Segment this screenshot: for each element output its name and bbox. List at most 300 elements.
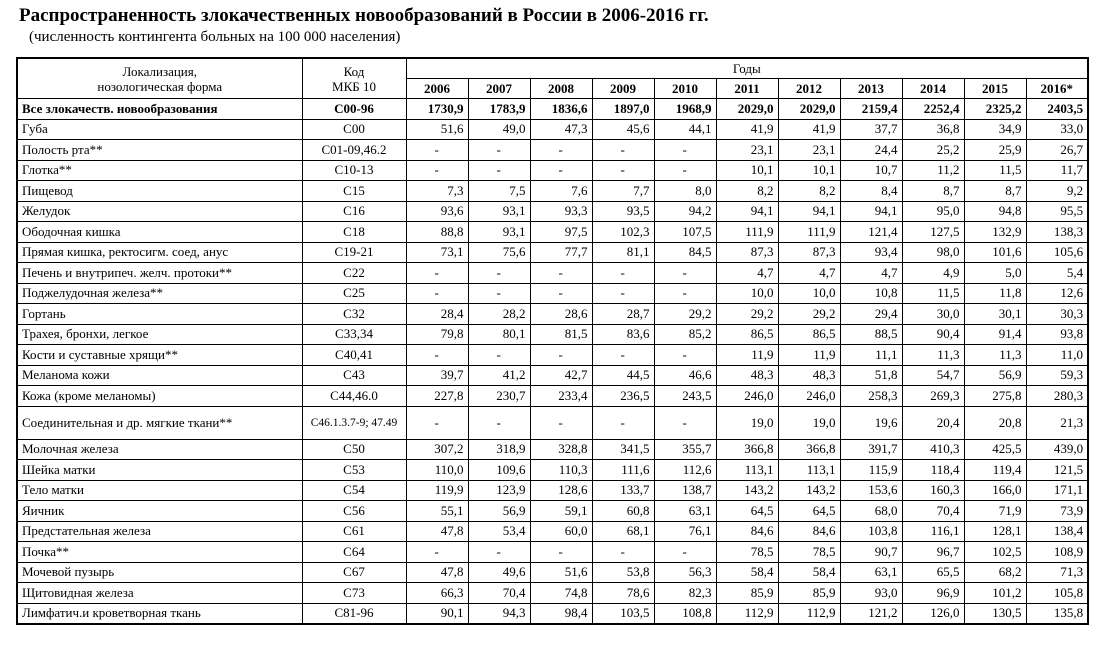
value-cell: 2252,4 (902, 99, 964, 120)
value-cell: 71,3 (1026, 562, 1088, 583)
code-header-line2: МКБ 10 (332, 78, 376, 94)
value-cell: 439,0 (1026, 439, 1088, 460)
row-code-cell: C01-09,46.2 (302, 140, 406, 161)
value-cell: 8,7 (964, 181, 1026, 202)
value-cell: 166,0 (964, 480, 1026, 501)
value-cell: - (406, 160, 468, 181)
value-cell: - (592, 283, 654, 304)
value-cell: - (468, 406, 530, 439)
value-cell: 318,9 (468, 439, 530, 460)
value-cell: 84,6 (778, 521, 840, 542)
value-cell: 107,5 (654, 222, 716, 243)
value-cell: 1836,6 (530, 99, 592, 120)
value-cell: - (530, 160, 592, 181)
row-name-cell: Желудок (17, 201, 302, 222)
row-code-cell: C18 (302, 222, 406, 243)
value-cell: 105,8 (1026, 583, 1088, 604)
row-name-cell: Мочевой пузырь (17, 562, 302, 583)
value-cell: 275,8 (964, 386, 1026, 407)
row-code-cell: C61 (302, 521, 406, 542)
value-cell: 96,7 (902, 542, 964, 563)
table-row (17, 304, 1088, 325)
value-cell: 88,5 (840, 324, 902, 345)
value-cell: - (406, 406, 468, 439)
value-cell: - (406, 263, 468, 284)
value-cell: 133,7 (592, 480, 654, 501)
value-cell: - (406, 283, 468, 304)
row-name-cell: Кожа (кроме меланомы) (17, 386, 302, 407)
value-cell: 79,8 (406, 324, 468, 345)
value-cell: 121,2 (840, 603, 902, 624)
value-cell: 127,5 (902, 222, 964, 243)
year-header-cell: 2009 (592, 79, 654, 99)
value-cell: - (654, 160, 716, 181)
row-name-cell: Печень и внутрипеч. желч. протоки** (17, 263, 302, 284)
table-row (17, 480, 1088, 501)
value-cell: - (654, 406, 716, 439)
value-cell: - (406, 140, 468, 161)
value-cell: 73,1 (406, 242, 468, 263)
value-cell: 47,8 (406, 521, 468, 542)
value-cell: 47,8 (406, 562, 468, 583)
value-cell: 28,7 (592, 304, 654, 325)
value-cell: 70,4 (468, 583, 530, 604)
value-cell: 341,5 (592, 439, 654, 460)
table-row (17, 324, 1088, 345)
value-cell: 19,6 (840, 406, 902, 439)
row-code-cell (302, 406, 406, 439)
value-cell: 94,1 (840, 201, 902, 222)
value-cell: 115,9 (840, 460, 902, 481)
value-cell: 8,2 (716, 181, 778, 202)
value-cell: 119,4 (964, 460, 1026, 481)
value-cell: 42,7 (530, 365, 592, 386)
value-cell: 85,9 (778, 583, 840, 604)
value-cell: 90,1 (406, 603, 468, 624)
value-cell: 93,1 (468, 201, 530, 222)
year-header-cell: 2010 (654, 79, 716, 99)
value-cell: - (592, 160, 654, 181)
row-code-cell: C81-96 (302, 603, 406, 624)
value-cell: 78,5 (716, 542, 778, 563)
value-cell: 94,1 (778, 201, 840, 222)
value-cell: 95,5 (1026, 201, 1088, 222)
value-cell: 121,5 (1026, 460, 1088, 481)
value-cell: 7,6 (530, 181, 592, 202)
value-cell: 94,2 (654, 201, 716, 222)
table-body (17, 99, 1088, 625)
row-name-cell: Гортань (17, 304, 302, 325)
value-cell: 8,2 (778, 181, 840, 202)
value-cell: 11,9 (716, 345, 778, 366)
value-cell: 366,8 (716, 439, 778, 460)
value-cell: - (468, 542, 530, 563)
value-cell: 80,1 (468, 324, 530, 345)
value-cell: 10,0 (716, 283, 778, 304)
value-cell: 2325,2 (964, 99, 1026, 120)
value-cell: 48,3 (716, 365, 778, 386)
value-cell: 47,3 (530, 119, 592, 140)
row-name-cell: Глотка** (17, 160, 302, 181)
value-cell: 20,4 (902, 406, 964, 439)
value-cell: 280,3 (1026, 386, 1088, 407)
value-cell: 4,7 (840, 263, 902, 284)
value-cell: 48,3 (778, 365, 840, 386)
value-cell: - (468, 263, 530, 284)
value-cell: 28,2 (468, 304, 530, 325)
row-code-cell: C10-13 (302, 160, 406, 181)
year-header-cell: 2006 (406, 79, 468, 99)
row-code-cell: C67 (302, 562, 406, 583)
value-cell: 5,0 (964, 263, 1026, 284)
value-cell: 95,0 (902, 201, 964, 222)
table-header (17, 58, 1088, 99)
value-cell: 28,4 (406, 304, 468, 325)
table-row (17, 140, 1088, 161)
row-name-cell: Губа (17, 119, 302, 140)
value-cell: 135,8 (1026, 603, 1088, 624)
value-cell: 102,5 (964, 542, 1026, 563)
row-code-cell: C22 (302, 263, 406, 284)
value-cell: 68,2 (964, 562, 1026, 583)
year-header-cell: 2015 (964, 79, 1026, 99)
value-cell: 128,6 (530, 480, 592, 501)
value-cell: 243,5 (654, 386, 716, 407)
value-cell: 4,9 (902, 263, 964, 284)
value-cell: 110,0 (406, 460, 468, 481)
value-cell: 25,9 (964, 140, 1026, 161)
value-cell: 93,5 (592, 201, 654, 222)
row-code-cell: C16 (302, 201, 406, 222)
value-cell: 21,3 (1026, 406, 1088, 439)
table-row (17, 439, 1088, 460)
value-cell: 63,1 (840, 562, 902, 583)
value-cell: - (530, 263, 592, 284)
row-name-cell: Кости и суставные хрящи** (17, 345, 302, 366)
value-cell: - (654, 542, 716, 563)
row-code-cell: C56 (302, 501, 406, 522)
value-cell: 230,7 (468, 386, 530, 407)
value-cell: 30,3 (1026, 304, 1088, 325)
value-cell: 19,0 (778, 406, 840, 439)
value-cell: 34,9 (964, 119, 1026, 140)
value-cell: - (592, 140, 654, 161)
value-cell: - (530, 406, 592, 439)
value-cell: 138,7 (654, 480, 716, 501)
table-row (17, 603, 1088, 624)
code-header-line1: Код (343, 63, 365, 79)
value-cell: - (468, 160, 530, 181)
row-name-cell: Пищевод (17, 181, 302, 202)
value-cell: 58,4 (778, 562, 840, 583)
value-cell: 11,7 (1026, 160, 1088, 181)
value-cell: - (592, 263, 654, 284)
value-cell: 246,0 (778, 386, 840, 407)
value-cell: 108,9 (1026, 542, 1088, 563)
value-cell: 60,0 (530, 521, 592, 542)
value-cell: 29,2 (778, 304, 840, 325)
row-code-cell: C19-21 (302, 242, 406, 263)
row-name-cell: Трахея, бронхи, легкое (17, 324, 302, 345)
value-cell: 1897,0 (592, 99, 654, 120)
value-cell: 60,8 (592, 501, 654, 522)
table-row-total (17, 99, 1088, 120)
row-code-cell: C64 (302, 542, 406, 563)
value-cell: 53,8 (592, 562, 654, 583)
value-cell: 41,9 (716, 119, 778, 140)
row-name-cell: Почка** (17, 542, 302, 563)
value-cell: 91,4 (964, 324, 1026, 345)
localization-header (17, 58, 302, 99)
value-cell: 39,7 (406, 365, 468, 386)
value-cell: 41,9 (778, 119, 840, 140)
row-name-cell: Молочная железа (17, 439, 302, 460)
value-cell: 11,9 (778, 345, 840, 366)
value-cell: 33,0 (1026, 119, 1088, 140)
value-cell: 51,8 (840, 365, 902, 386)
table-row (17, 345, 1088, 366)
value-cell: 123,9 (468, 480, 530, 501)
value-cell: 29,2 (654, 304, 716, 325)
value-cell: 236,5 (592, 386, 654, 407)
value-cell: 10,8 (840, 283, 902, 304)
value-cell: 59,3 (1026, 365, 1088, 386)
value-cell: 81,5 (530, 324, 592, 345)
value-cell: 78,5 (778, 542, 840, 563)
value-cell: 7,5 (468, 181, 530, 202)
value-cell: 86,5 (778, 324, 840, 345)
value-cell: - (654, 345, 716, 366)
value-cell: 90,4 (902, 324, 964, 345)
value-cell: 328,8 (530, 439, 592, 460)
table-row (17, 501, 1088, 522)
value-cell: 51,6 (530, 562, 592, 583)
year-header-cell: 2014 (902, 79, 964, 99)
value-cell: 109,6 (468, 460, 530, 481)
year-header-cell: 2013 (840, 79, 902, 99)
row-code-cell: C44,46.0 (302, 386, 406, 407)
year-header-cell: 2008 (530, 79, 592, 99)
value-cell: 66,3 (406, 583, 468, 604)
value-cell: 10,1 (778, 160, 840, 181)
value-cell: 116,1 (902, 521, 964, 542)
value-cell: 8,7 (902, 181, 964, 202)
row-code-cell: C40,41 (302, 345, 406, 366)
value-cell: 56,9 (468, 501, 530, 522)
value-cell: 59,1 (530, 501, 592, 522)
page-title: Распространенность злокачественных новообразований в России в 2006-2016 гг. (19, 5, 709, 26)
value-cell: 93,3 (530, 201, 592, 222)
value-cell: 23,1 (716, 140, 778, 161)
row-code-cell: C00 (302, 119, 406, 140)
value-cell: 24,4 (840, 140, 902, 161)
value-cell: 1783,9 (468, 99, 530, 120)
row-name-cell: Ободочная кишка (17, 222, 302, 243)
value-cell: 366,8 (778, 439, 840, 460)
year-header-cell: 2007 (468, 79, 530, 99)
value-cell: 111,9 (778, 222, 840, 243)
value-cell: - (406, 345, 468, 366)
row-code-cell: C43 (302, 365, 406, 386)
value-cell: - (654, 263, 716, 284)
value-cell: 143,2 (778, 480, 840, 501)
value-cell: 64,5 (716, 501, 778, 522)
value-cell: 45,6 (592, 119, 654, 140)
value-cell: 258,3 (840, 386, 902, 407)
value-cell: 11,3 (964, 345, 1026, 366)
value-cell: 82,3 (654, 583, 716, 604)
row-name-cell: Поджелудочная железа** (17, 283, 302, 304)
row-name-cell: Яичник (17, 501, 302, 522)
value-cell: 56,9 (964, 365, 1026, 386)
table-row (17, 460, 1088, 481)
value-cell: 93,1 (468, 222, 530, 243)
value-cell: 73,9 (1026, 501, 1088, 522)
value-cell: 49,0 (468, 119, 530, 140)
value-cell: 29,4 (840, 304, 902, 325)
localization-header-line1: Локализация, (122, 63, 197, 79)
value-cell: 8,4 (840, 181, 902, 202)
value-cell: - (468, 345, 530, 366)
value-cell: 138,4 (1026, 521, 1088, 542)
value-cell: 103,8 (840, 521, 902, 542)
row-code-cell: C50 (302, 439, 406, 460)
value-cell: 46,6 (654, 365, 716, 386)
value-cell: 112,9 (716, 603, 778, 624)
row-code-text: C46.1.3.7-9; 47.49 (310, 416, 398, 429)
table-row (17, 160, 1088, 181)
value-cell: 138,3 (1026, 222, 1088, 243)
value-cell: 111,6 (592, 460, 654, 481)
table-row (17, 222, 1088, 243)
year-header-cell: 2011 (716, 79, 778, 99)
value-cell: 112,9 (778, 603, 840, 624)
table-row (17, 365, 1088, 386)
value-cell: 4,7 (778, 263, 840, 284)
value-cell: 76,1 (654, 521, 716, 542)
code-header (302, 58, 406, 99)
value-cell: 78,6 (592, 583, 654, 604)
value-cell: 20,8 (964, 406, 1026, 439)
row-name-cell: Лимфатич.и кроветворная ткань (17, 603, 302, 624)
value-cell: 10,0 (778, 283, 840, 304)
row-code-cell: C53 (302, 460, 406, 481)
value-cell: 101,2 (964, 583, 1026, 604)
value-cell: 227,8 (406, 386, 468, 407)
value-cell: 88,8 (406, 222, 468, 243)
row-code-cell: C54 (302, 480, 406, 501)
value-cell: 2029,0 (778, 99, 840, 120)
value-cell: 307,2 (406, 439, 468, 460)
value-cell: 153,6 (840, 480, 902, 501)
value-cell: 90,7 (840, 542, 902, 563)
value-cell: 53,4 (468, 521, 530, 542)
value-cell: 26,7 (1026, 140, 1088, 161)
value-cell: 233,4 (530, 386, 592, 407)
value-cell: 96,9 (902, 583, 964, 604)
value-cell: 29,2 (716, 304, 778, 325)
value-cell: 171,1 (1026, 480, 1088, 501)
row-code-cell: C25 (302, 283, 406, 304)
table-row (17, 386, 1088, 407)
table-row (17, 521, 1088, 542)
value-cell: 11,2 (902, 160, 964, 181)
value-cell: 41,2 (468, 365, 530, 386)
value-cell: 37,7 (840, 119, 902, 140)
years-header: Годы (406, 58, 1088, 79)
value-cell: 94,3 (468, 603, 530, 624)
value-cell: 103,5 (592, 603, 654, 624)
value-cell: 64,5 (778, 501, 840, 522)
value-cell: 102,3 (592, 222, 654, 243)
prevalence-table (16, 57, 1089, 625)
value-cell: 425,5 (964, 439, 1026, 460)
value-cell: 246,0 (716, 386, 778, 407)
row-code-cell: C32 (302, 304, 406, 325)
value-cell: 87,3 (716, 242, 778, 263)
value-cell: 391,7 (840, 439, 902, 460)
value-cell: 74,8 (530, 583, 592, 604)
value-cell: 49,6 (468, 562, 530, 583)
value-cell: 160,3 (902, 480, 964, 501)
value-cell: 98,4 (530, 603, 592, 624)
value-cell: 1730,9 (406, 99, 468, 120)
value-cell: 130,5 (964, 603, 1026, 624)
value-cell: 85,2 (654, 324, 716, 345)
value-cell: 121,4 (840, 222, 902, 243)
value-cell: 112,6 (654, 460, 716, 481)
value-cell: 36,8 (902, 119, 964, 140)
value-cell: 81,1 (592, 242, 654, 263)
localization-header-line2: нозологическая форма (97, 78, 223, 94)
value-cell: 113,1 (778, 460, 840, 481)
value-cell: 8,0 (654, 181, 716, 202)
value-cell: 110,3 (530, 460, 592, 481)
value-cell: 77,7 (530, 242, 592, 263)
value-cell: - (530, 542, 592, 563)
table-row (17, 242, 1088, 263)
value-cell: 11,5 (902, 283, 964, 304)
value-cell: 11,8 (964, 283, 1026, 304)
value-cell: 5,4 (1026, 263, 1088, 284)
table-row (17, 283, 1088, 304)
value-cell: 132,9 (964, 222, 1026, 243)
row-name-cell: Предстательная железа (17, 521, 302, 542)
value-cell: - (592, 345, 654, 366)
table-row (17, 406, 1088, 439)
value-cell: 55,1 (406, 501, 468, 522)
value-cell: 2029,0 (716, 99, 778, 120)
value-cell: 86,5 (716, 324, 778, 345)
value-cell: 101,6 (964, 242, 1026, 263)
value-cell: 118,4 (902, 460, 964, 481)
value-cell: 2159,4 (840, 99, 902, 120)
value-cell: 94,8 (964, 201, 1026, 222)
table-row (17, 119, 1088, 140)
value-cell: 93,4 (840, 242, 902, 263)
row-name-cell: Меланома кожи (17, 365, 302, 386)
value-cell: 98,0 (902, 242, 964, 263)
value-cell: - (406, 542, 468, 563)
row-name-cell: Полость рта** (17, 140, 302, 161)
value-cell: 11,5 (964, 160, 1026, 181)
value-cell: - (592, 542, 654, 563)
table-row (17, 542, 1088, 563)
value-cell: 94,1 (716, 201, 778, 222)
row-name-cell: Шейка матки (17, 460, 302, 481)
value-cell: 87,3 (778, 242, 840, 263)
value-cell: 84,5 (654, 242, 716, 263)
